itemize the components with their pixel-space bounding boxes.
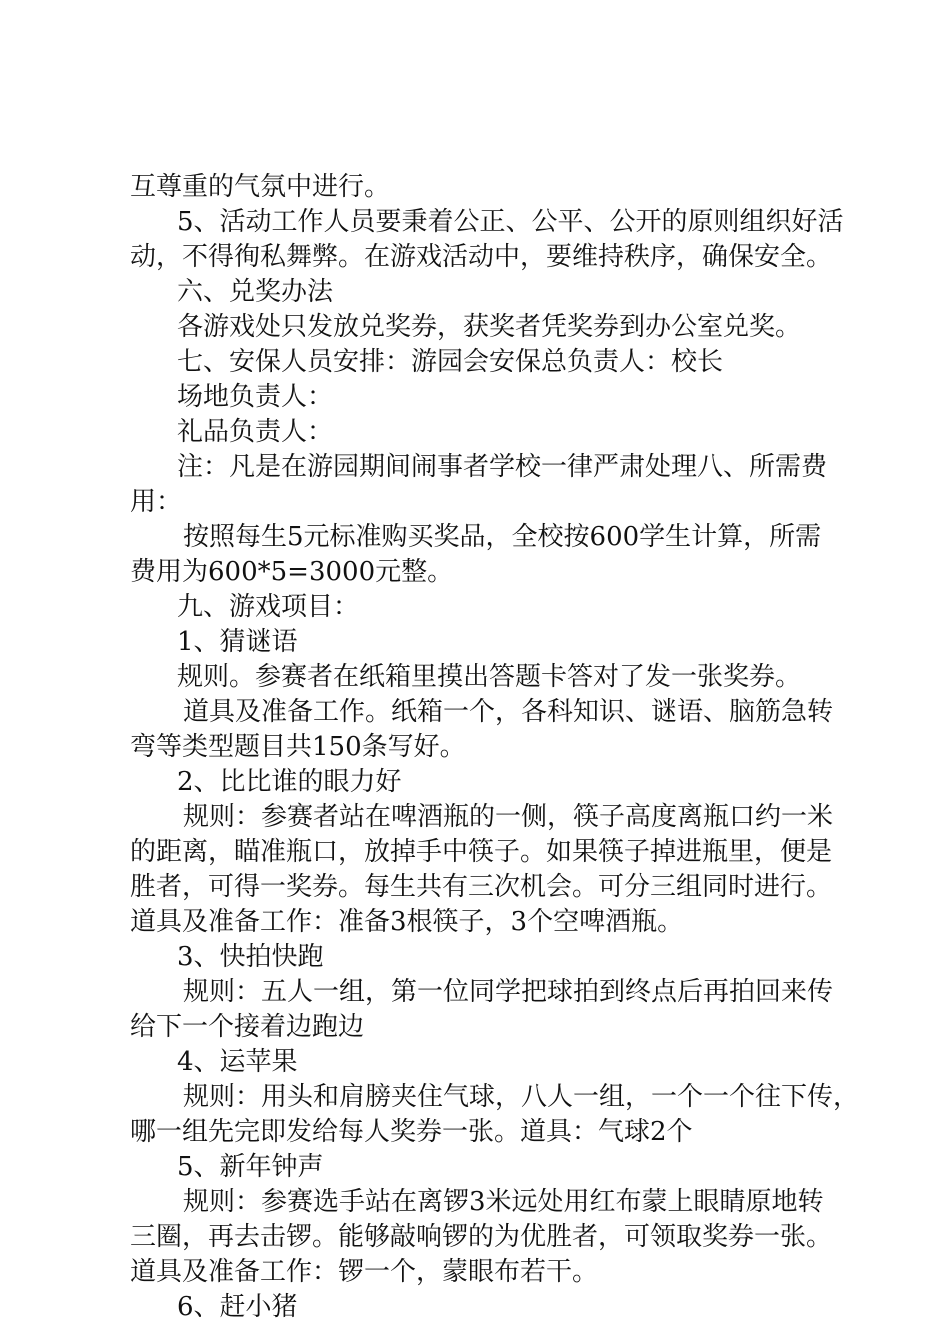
text-line: 按照每生5元标准购买奖品，全校按600学生计算，所需 xyxy=(183,522,822,552)
text-line: 规则：五人一组，第一位同学把球拍到终点后再拍回来传 xyxy=(183,977,834,1007)
text-line: 哪一组先完即发给每人奖券一张。道具：气球2个 xyxy=(130,1117,693,1147)
text-line: 互尊重的气氛中进行。 xyxy=(130,172,391,202)
text-line: 规则：参赛选手站在离锣3米远处用红布蒙上眼睛原地转 xyxy=(183,1187,824,1217)
text-line: 弯等类型题目共150条写好。 xyxy=(130,732,466,762)
section-heading: 七、安保人员安排：游园会安保总负责人：校长 xyxy=(177,347,724,377)
text-line: 三圈，再去击锣。能够敲响锣的为优胜者，可领取奖券一张。 xyxy=(130,1222,833,1252)
text-line: 规则：用头和肩膀夹住气球，八人一组，一个一个往下传， xyxy=(183,1082,860,1112)
text-line: 道具及准备工作。纸箱一个，各科知识、谜语、脑筋急转 xyxy=(183,697,834,727)
game-title: 6、赶小猪 xyxy=(177,1292,298,1322)
game-title: 5、新年钟声 xyxy=(177,1152,324,1182)
text-line: 5、活动工作人员要秉着公正、公平、公开的原则组织好活 xyxy=(177,207,844,237)
text-line: 场地负责人： xyxy=(177,382,334,412)
game-title: 1、猜谜语 xyxy=(177,627,298,657)
section-heading: 六、兑奖办法 xyxy=(177,277,334,307)
text-line: 各游戏处只发放兑奖券，获奖者凭奖券到办公室兑奖。 xyxy=(177,312,802,342)
game-title: 4、运苹果 xyxy=(177,1047,298,1077)
text-line: 道具及准备工作：锣一个，蒙眼布若干。 xyxy=(130,1257,599,1287)
text-line: 道具及准备工作：准备3根筷子，3个空啤酒瓶。 xyxy=(130,907,684,937)
text-line: 费用为600*5=3000元整。 xyxy=(130,557,454,587)
text-line: 的距离，瞄准瓶口，放掉手中筷子。如果筷子掉进瓶里，便是 xyxy=(130,837,833,867)
text-line: 给下一个接着边跑边 xyxy=(130,1012,365,1042)
text-line: 规则。参赛者在纸箱里摸出答题卡答对了发一张奖券。 xyxy=(177,662,802,692)
text-line: 规则：参赛者站在啤酒瓶的一侧，筷子高度离瓶口约一米 xyxy=(183,802,834,832)
text-line: 用： xyxy=(130,487,183,517)
game-title: 2、比比谁的眼力好 xyxy=(177,767,402,797)
text-line: 礼品负责人： xyxy=(177,417,334,447)
text-line: 动，不得徇私舞弊。在游戏活动中，要维持秩序，确保安全。 xyxy=(130,242,833,272)
game-title: 3、快拍快跑 xyxy=(177,942,324,972)
text-line: 胜者，可得一奖券。每生共有三次机会。可分三组同时进行。 xyxy=(130,872,833,902)
text-line: 注：凡是在游园期间闹事者学校一律严肃处理八、所需费 xyxy=(177,452,828,482)
section-heading: 九、游戏项目： xyxy=(177,592,360,622)
